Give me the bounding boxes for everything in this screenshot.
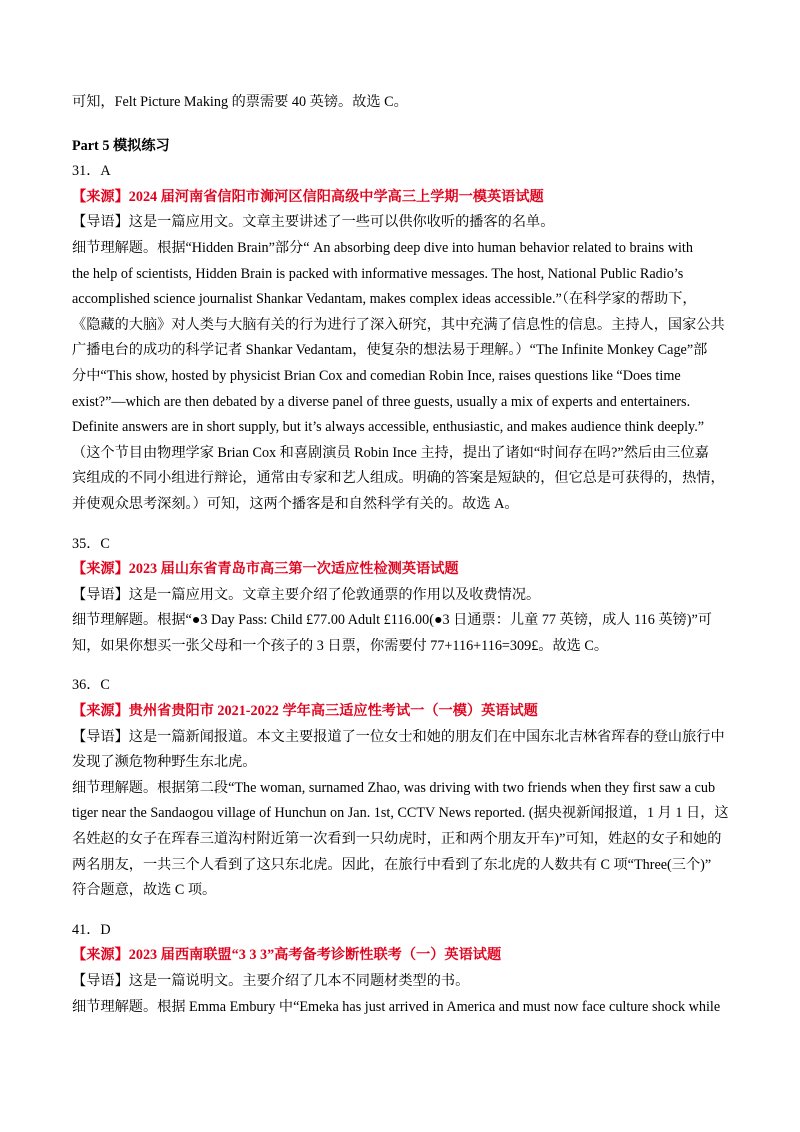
explanation-line: 细节理解题。根据“●3 Day Pass: Child £77.00 Adult £116.00(●3 日通票：儿童 77 英镑，成人 116 英镑)”可 xyxy=(72,612,712,629)
explanation-line: 并使观众思考深刻。）可知，这两个播客是和自然科学有关的。故选 A。 xyxy=(72,495,519,512)
explanation-line: 细节理解题。根据 Emma Embury 中“Emeka has just arrived in America and must now face culture shock while xyxy=(72,998,721,1015)
question-41 xyxy=(72,918,728,1020)
explanation-line: exist?”—which are then debated by a diverse panel of three guests, usually a mix of experts and entertainers. xyxy=(72,393,691,410)
explanation-line: 广播电台的成功的科学记者 Shankar Vedantam，使复杂的想法易于理解。）“The Infinite Monkey Cage”部 xyxy=(72,342,708,359)
answer-number: 31．A xyxy=(72,163,111,180)
part-heading: Part 5 模拟练习 xyxy=(72,137,170,154)
document-body xyxy=(72,90,728,1020)
question-36 xyxy=(72,673,728,903)
intro-line: 发现了濒危物种野生东北虎。 xyxy=(72,754,257,771)
source-line: 【来源】2024 届河南省信阳市浉河区信阳高级中学高三上学期一模英语试题 xyxy=(72,188,544,205)
explanation-line: 宾组成的不同小组进行辩论，通常由专家和艺人组成。明确的答案是短缺的，但它总是可获得的，热情， xyxy=(72,470,725,487)
answer-number: 41．D xyxy=(72,921,111,938)
explanation-line: 分中“This show, hosted by physicist Brian Cox and comedian Robin Ince, raises questions like “Does time xyxy=(72,367,681,384)
intro-line: 【导语】这是一篇应用文。文章主要讲述了一些可以供你收听的播客的名单。 xyxy=(72,214,555,231)
source-line: 【来源】贵州省贵阳市 2021-2022 学年高三适应性考试一（一模）英语试题 xyxy=(72,703,538,720)
explanation-line: tiger near the Sandaogou village of Hunchun on Jan. 1st, CCTV News reported. (据央视新闻报道，1 月 1 日，这 xyxy=(72,805,729,822)
explanation-line: accomplished science journalist Shankar Vedantam, makes complex ideas accessible.”（在科学家的帮助下， xyxy=(72,291,697,308)
question-31 xyxy=(72,159,728,517)
answer-number: 35．C xyxy=(72,535,110,552)
intro-line: 【导语】这是一篇说明文。主要介绍了几本不同题材类型的书。 xyxy=(72,973,470,989)
intro-line: 【导语】这是一篇新闻报道。本文主要报道了一位女士和她的朋友们在中国东北吉林省珲春的登山旅行中 xyxy=(72,728,725,745)
previous-answer-tail: 可知，Felt Picture Making 的票需要 40 英镑。故选 C。 xyxy=(72,94,408,110)
explanation-line: the help of scientists, Hidden Brain is packed with informative messages. The host, National Public Radio’s xyxy=(72,265,684,282)
explanation-line: 两名朋友，一共三个人看到了这只东北虎。因此，在旅行中看到了东北虎的人数共有 C 项“Three(三个)” xyxy=(72,856,712,873)
explanation-line: 知，如果你想买一张父母和一个孩子的 3 日票，你需要付 77+116+116=309£。故选 C。 xyxy=(72,637,609,654)
explanation-line: Definite answers are in short supply, but it’s always accessible, enthusiastic, and makes audience think deeply.” xyxy=(72,419,705,436)
explanation-line: 名姓赵的女子在珲春三道沟村附近第一次看到一只幼虎时，正和两个朋友开车)”可知，姓赵的女子和她的 xyxy=(72,831,722,848)
source-line: 【来源】2023 届山东省青岛市高三第一次适应性检测英语试题 xyxy=(72,561,459,578)
explanation-line: 细节理解题。根据第二段“The woman, surnamed Zhao, was driving with two friends when they first saw a cub xyxy=(72,779,716,796)
intro-line: 【导语】这是一篇应用文。文章主要介绍了伦敦通票的作用以及收费情况。 xyxy=(72,586,541,603)
explanation-line: （这个节目由物理学家 Brian Cox 和喜剧演员 Robin Ince 主持，提出了诸如“时间存在吗?”然后由三位嘉 xyxy=(72,444,709,461)
explanation-line: 细节理解题。根据“Hidden Brain”部分“ An absorbing deep dive into human behavior related to brains with xyxy=(72,239,693,256)
source-line: 【来源】2023 届西南联盟“3 3 3”高考备考诊断性联考（一）英语试题 xyxy=(72,947,502,964)
answer-number: 36．C xyxy=(72,677,110,694)
question-35 xyxy=(72,532,728,660)
explanation-line: 《隐藏的大脑》对人类与大脑有关的行为进行了深入研究，其中充满了信息性的信息。主持人，国家公共 xyxy=(72,316,725,333)
explanation-line: 符合题意，故选 C 项。 xyxy=(72,882,217,899)
